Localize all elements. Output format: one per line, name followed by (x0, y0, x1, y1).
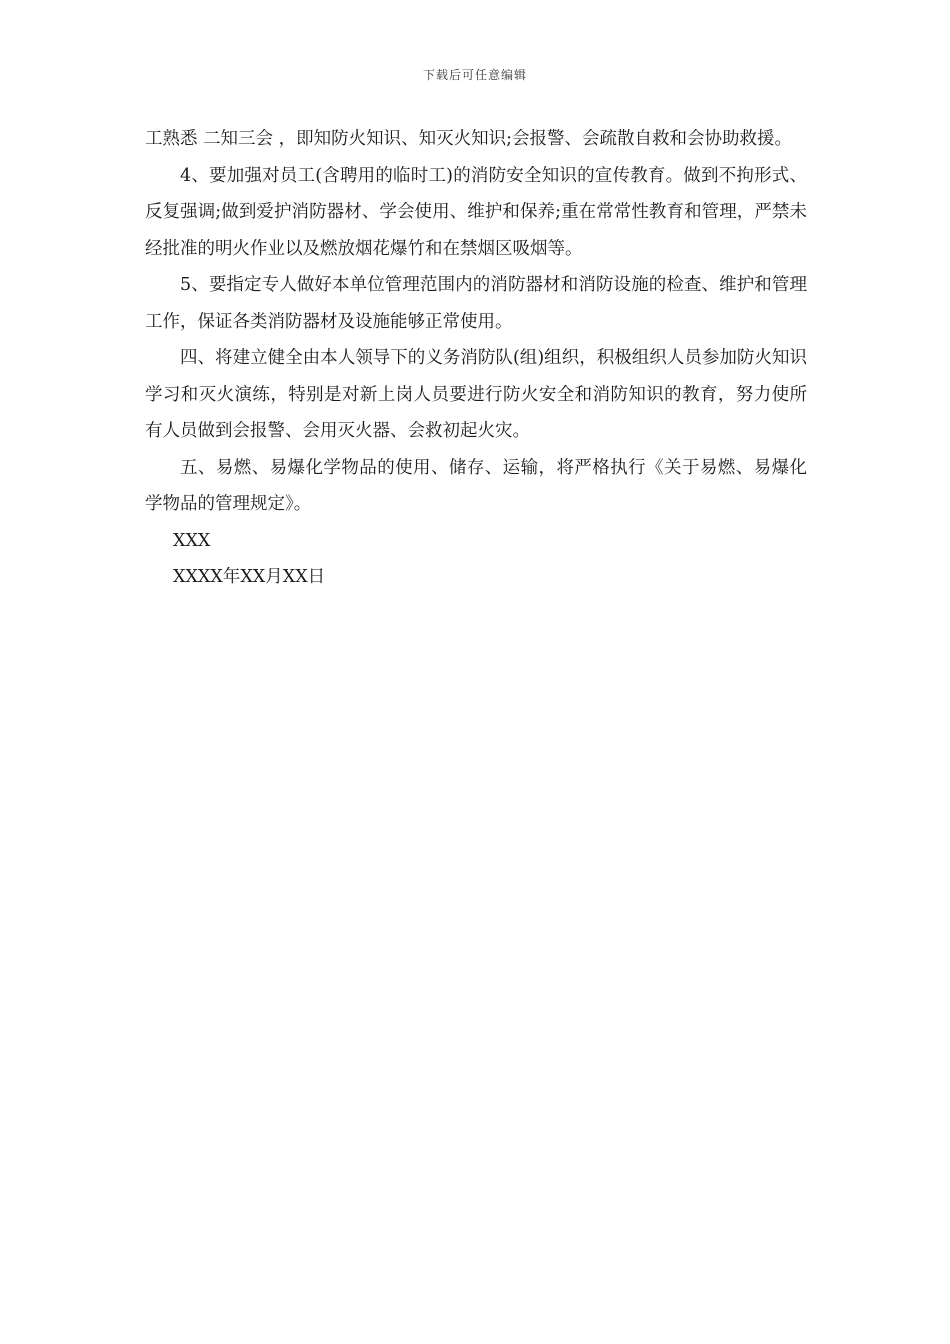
signature-name: XXX (173, 530, 211, 551)
paragraph-item-4: 4、要加强对员工(含聘用的临时工)的消防安全知识的宣传教育。做到不拘形式、反复强调;做到爱护消防器材、学会使用、维护和保养;重在常常性教育和管理，严禁未经批准的明火作业以及燃放烟花爆竹和在禁烟区吸烟等。 (145, 165, 807, 259)
document-body (145, 121, 807, 596)
page-header: 下载后可任意编辑 (422, 68, 527, 82)
paragraph-item-5: 5、要指定专人做好本单位管理范围内的消防器材和消防设施的检查、维护和管理工作，保证各类消防器材及设施能够正常使用。 (145, 275, 807, 332)
paragraph-section-5: 五、易燃、易爆化学物品的使用、储存、运输，将严格执行《关于易燃、易爆化学物品的管理规定》。 (145, 457, 807, 514)
paragraph-continuation: 工熟悉 二知三会 ，即知防火知识、知灭火知识;会报警、会疏散自救和会协助救援。 (145, 129, 793, 149)
signature-date: XXXX年XX月XX日 (173, 567, 326, 587)
paragraph-section-4: 四、将建立健全由本人领导下的义务消防队(组)组织，积极组织人员参加防火知识学习和灭火演练，特别是对新上岗人员要进行防火安全和消防知识的教育，努力使所有人员做到会报警、会用灭火器、会救初起火灾。 (145, 348, 807, 441)
